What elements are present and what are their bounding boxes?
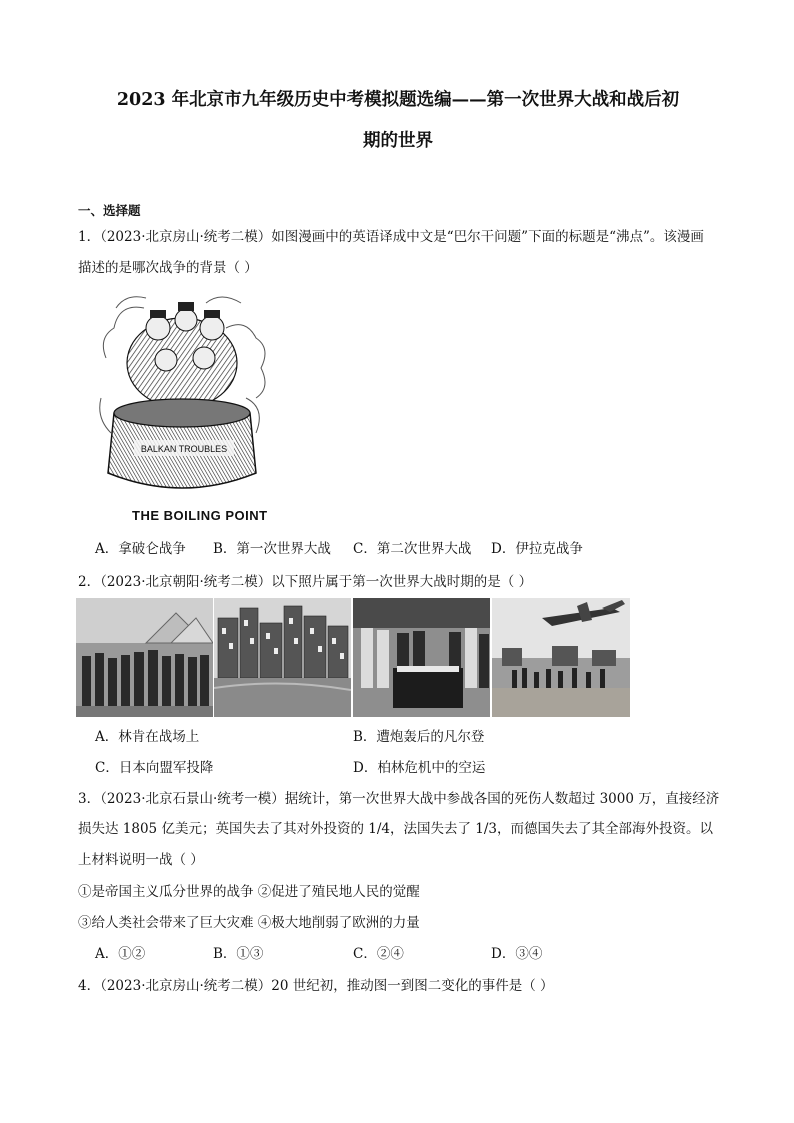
q3-stem-line-3: 上材料说明一战（ ） [78, 852, 204, 868]
q3-stem-line-2: 损失达 1805 亿美元；英国失去了其对外投资的 1/4，法国失去了 1/3，而德国失去了其全部海外投资。以 [78, 821, 713, 837]
q2-option-b[interactable]: B．遭炮轰后的凡尔登 [353, 729, 485, 745]
q2-option-c[interactable]: C．日本向盟军投降 [95, 760, 214, 776]
q3-option-b[interactable]: B．①③ [213, 946, 264, 962]
q3-option-c[interactable]: C．②④ [353, 946, 404, 962]
q1-stem-line-1: 1．（2023·北京房山·统考二模）如图漫画中的英语译成中文是“巴尔干问题”下面的标题是“沸点”。该漫画 [78, 229, 704, 245]
boiling-point-cartoon [96, 288, 268, 504]
photo-lincoln-battlefield [76, 598, 213, 717]
photo-berlin-airlift [492, 598, 630, 717]
q4-stem: 4．（2023·北京房山·统考二模）20 世纪初，推动图一到图二变化的事件是（ ） [78, 978, 554, 994]
q3-option-a[interactable]: A．①② [95, 946, 146, 962]
q3-items-line-2: ③给人类社会带来了巨大灾难 ④极大地削弱了欧洲的力量 [78, 915, 420, 931]
section-heading: 一、选择题 [78, 203, 141, 218]
photo-japan-surrender [353, 598, 490, 717]
photo-verdun-ruins [214, 598, 351, 717]
q1-option-b[interactable]: B．第一次世界大战 [213, 541, 331, 557]
cartoon-pot-label: BALKAN TROUBLES [140, 444, 228, 454]
q1-option-d[interactable]: D．伊拉克战争 [491, 541, 583, 557]
q2-option-a[interactable]: A．林肯在战场上 [95, 729, 200, 745]
q1-option-c[interactable]: C．第二次世界大战 [353, 541, 472, 557]
q3-option-d[interactable]: D．③④ [491, 946, 543, 962]
title-line-1: 2023 年北京市九年级历史中考模拟题选编——第一次世界大战和战后初 [116, 90, 680, 110]
q3-items-line-1: ①是帝国主义瓜分世界的战争 ②促进了殖民地人民的觉醒 [78, 884, 420, 900]
q2-option-d[interactable]: D．柏林危机中的空运 [353, 760, 486, 776]
q2-stem: 2．（2023·北京朝阳·统考二模）以下照片属于第一次世界大战时期的是（ ） [78, 574, 533, 590]
q1-option-a[interactable]: A．拿破仑战争 [95, 541, 186, 557]
q3-stem-line-1: 3．（2023·北京石景山·统考一模）据统计，第一次世界大战中参战各国的死伤人数超过 3000 万，直接经济 [78, 791, 720, 807]
q1-stem-line-2: 描述的是哪次战争的背景（ ） [78, 260, 258, 276]
cartoon-caption: THE BOILING POINT [132, 508, 268, 523]
title-line-2: 期的世界 [363, 131, 433, 151]
